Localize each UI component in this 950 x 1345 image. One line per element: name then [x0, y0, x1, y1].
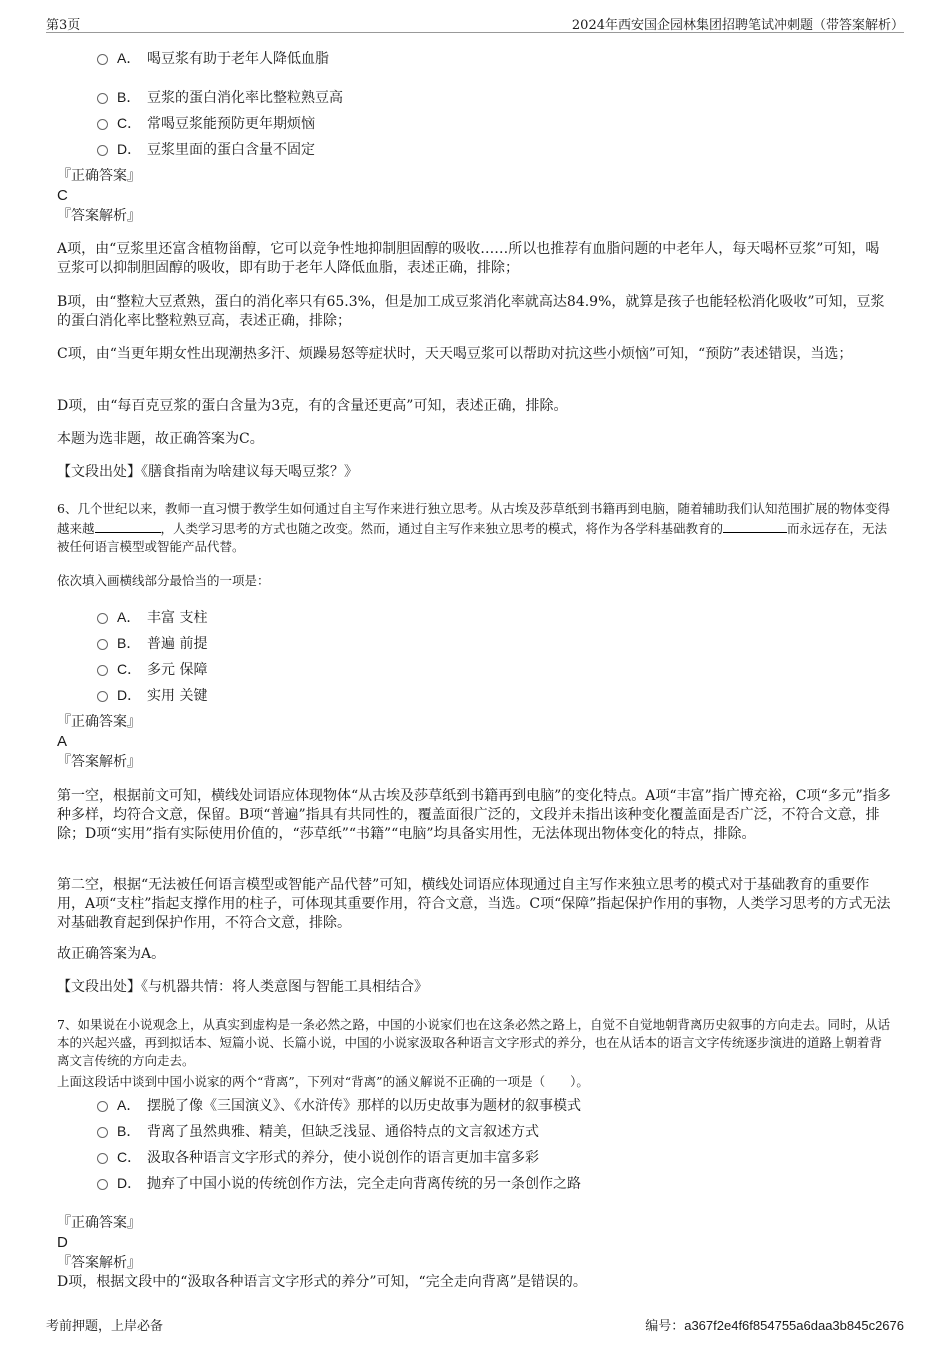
- q6-option-a[interactable]: A． 丰富 支柱: [97, 607, 207, 627]
- question-prompt: 依次填入画横线部分最恰当的一项是：: [57, 573, 270, 588]
- radio-icon[interactable]: [97, 54, 108, 65]
- q5-option-c[interactable]: C． 常喝豆浆能预防更年期烦恼: [97, 113, 315, 133]
- correct-answer: D: [57, 1234, 68, 1251]
- radio-icon[interactable]: [97, 93, 108, 104]
- radio-icon[interactable]: [97, 1101, 108, 1112]
- answer-label: 『正确答案』: [57, 168, 141, 184]
- q7-option-a[interactable]: A． 摆脱了像《三国演义》、《水浒传》那样的以历史故事为题材的叙事模式: [97, 1095, 581, 1115]
- question-stem: 7、如果说在小说观念上，从真实到虚构是一条必然之路，中国的小说家们也在这条必然之路上，自觉不自觉地朝背离历史叙事的方向走去。同时，从话本的兴起兴盛，再到拟话本、短篇小说、长篇小说，中国的小说家汲取各种语言文字形式的养分，也在从话本的语言文字传统逐步演进的道路上朝着背离文言传统的方向走去。: [57, 1017, 890, 1068]
- answer-label: 『正确答案』: [57, 1215, 141, 1231]
- radio-icon[interactable]: [97, 1179, 108, 1190]
- q6-option-c[interactable]: C． 多元 保障: [97, 659, 207, 679]
- correct-answer: C: [57, 187, 68, 204]
- q5-option-a[interactable]: A． 喝豆浆有助于老年人降低血脂: [97, 48, 329, 68]
- q6-option-b[interactable]: B． 普遍 前提: [97, 633, 207, 653]
- q7-option-c[interactable]: C． 汲取各种语言文字形式的养分，使小说创作的语言更加丰富多彩: [97, 1147, 539, 1167]
- radio-icon[interactable]: [97, 665, 108, 676]
- page-number: 第3页: [46, 18, 81, 33]
- source-citation: 【文段出处】《与机器共情：将人类意图与智能工具相结合》: [57, 979, 428, 995]
- q7-option-d[interactable]: D． 抛弃了中国小说的传统创作方法，完全走向背离传统的另一条创作之路: [97, 1173, 581, 1193]
- radio-icon[interactable]: [97, 119, 108, 130]
- radio-icon[interactable]: [97, 145, 108, 156]
- radio-icon[interactable]: [97, 1127, 108, 1138]
- radio-icon[interactable]: [97, 691, 108, 702]
- analysis-paragraph: 第二空，根据“无法被任何语言模型或智能产品代替”可知，横线处词语应体现通过自主写作来独立思考的模式对于基础教育的重要作用，A项“支柱”指起支撑作用的柱子，可体现其重要作用，符合文意，当选。C项“保障”指起保护作用的事物，人类学习思考的方式无法对基础教育起到保护作用，不符合文意，排除。: [57, 877, 891, 931]
- page-header: [46, 10, 904, 33]
- page-footer: [46, 1311, 904, 1333]
- analysis-paragraph: 本题为选非题，故正确答案为C。: [57, 431, 264, 447]
- question-prompt: 上面这段话中谈到中国小说家的两个“背离”，下列对“背离”的涵义解说不正确的一项是（ ）。: [57, 1074, 589, 1089]
- source-citation: 【文段出处】《膳食指南为啥建议每天喝豆浆？》: [57, 464, 358, 480]
- analysis-label: 『答案解析』: [57, 754, 141, 770]
- answer-label: 『正确答案』: [57, 714, 141, 730]
- correct-answer: A: [57, 733, 68, 750]
- analysis-paragraph: 故正确答案为A。: [57, 946, 166, 962]
- analysis-paragraph: D项，根据文段中的“汲取各种语言文字形式的养分”可知，“完全走向背离”是错误的。: [57, 1274, 587, 1290]
- question-stem: 6、几个世纪以来，教师一直习惯于教学生如何通过自主写作来进行独立思考。从古埃及莎草纸到书籍再到电脑，随着辅助我们认知范围扩展的物体变得越来越 ，人类学习思考的方式也随之改变。然而，通过自主写作来独立思考的模式，将作为各学科基础教育的 而永远存在，无法被任何语言模型或智能产品代替。: [57, 501, 890, 554]
- radio-icon[interactable]: [97, 613, 108, 624]
- analysis-label: 『答案解析』: [57, 208, 141, 224]
- analysis-paragraph: B项，由“整粒大豆煮熟，蛋白的消化率只有65.3%，但是加工成豆浆消化率就高达84.9%，就算是孩子也能轻松消化吸收”可知，豆浆的蛋白消化率比整粒熟豆高，表述正确，排除；: [57, 294, 885, 329]
- document-title: 2024年西安国企园林集团招聘笔试冲刺题（带答案解析）: [571, 18, 904, 33]
- radio-icon[interactable]: [97, 1153, 108, 1164]
- footer-slogan: 考前押题，上岸必备: [46, 1319, 164, 1334]
- analysis-paragraph: 第一空，根据前文可知，横线处词语应体现物体“从古埃及莎草纸到书籍再到电脑”的变化特点。A项“丰富”指广博充裕，C项“多元”指多种多样，均符合文意，保留。B项“普遍”指具有共同性的，覆盖面很广泛的，文段并未指出该种变化覆盖面是否广泛，不符合文意，排除；D项“实用”指有实际使用价值的，“莎草纸”“书籍”“电脑”均具备实用性，无法体现出物体变化的特点，排除。: [57, 788, 891, 842]
- analysis-paragraph: A项，由“豆浆里还富含植物甾醇，它可以竞争性地抑制胆固醇的吸收……所以也推荐有血脂问题的中老年人，每天喝杯豆浆”可知，喝豆浆可以抑制胆固醇的吸收，即有助于老年人降低血脂，表述正确，排除；: [57, 241, 880, 276]
- analysis-label: 『答案解析』: [57, 1255, 141, 1271]
- q5-option-b[interactable]: B． 豆浆的蛋白消化率比整粒熟豆高: [97, 87, 343, 107]
- radio-icon[interactable]: [97, 639, 108, 650]
- q7-option-b[interactable]: B． 背离了虽然典雅、精美，但缺乏浅显、通俗特点的文言叙述方式: [97, 1121, 539, 1141]
- document-id: 编号：a367f2e4f6f854755a6daa3b845c2676: [645, 1318, 904, 1333]
- q5-option-d[interactable]: D． 豆浆里面的蛋白含量不固定: [97, 139, 315, 159]
- analysis-paragraph: D项，由“每百克豆浆的蛋白含量为3克，有的含量还更高”可知，表述正确，排除。: [57, 398, 568, 414]
- q6-option-d[interactable]: D． 实用 关键: [97, 685, 207, 705]
- analysis-paragraph: C项，由“当更年期女性出现潮热多汗、烦躁易怒等症状时，天天喝豆浆可以帮助对抗这些小烦恼”可知，“预防”表述错误，当选；: [57, 346, 853, 362]
